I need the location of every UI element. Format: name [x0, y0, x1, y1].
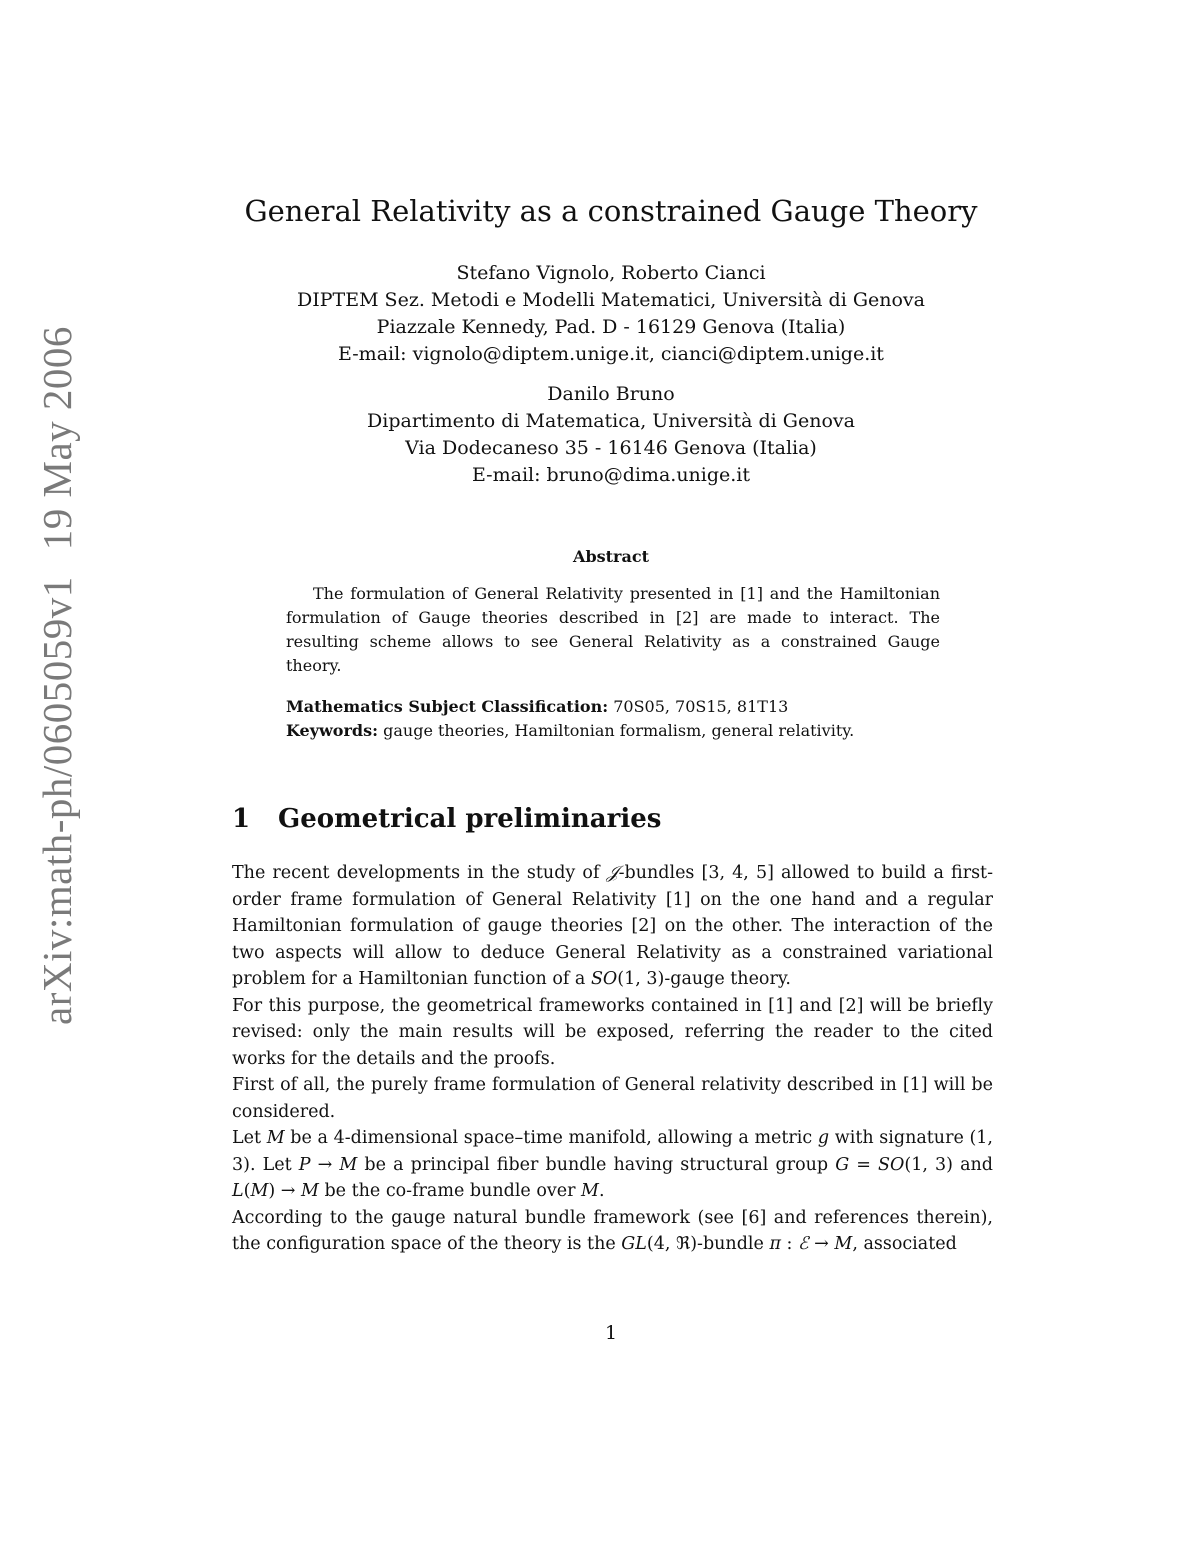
paragraph-4: Let M be a 4-dimensional space–time manifold, allowing a metric g with signature (1, 3). Let P → M be a principal fiber bundle having structural group G = SO(1, 3) and L(M) → M be the co-frame bundle over M. [232, 1128, 993, 1201]
keywords-label: Keywords: [286, 721, 379, 740]
classification-value: 70S05, 70S15, 81T13 [613, 697, 789, 716]
keywords-value: gauge theories, Hamiltonian formalism, general relativity. [383, 721, 855, 740]
author-address: Piazzale Kennedy, Pad. D - 16129 Genova (Italia) [376, 316, 846, 338]
author-affiliation: DIPTEM Sez. Metodi e Modelli Matematici, Università di Genova [297, 289, 925, 311]
classification-label: Mathematics Subject Classification: [286, 697, 609, 716]
author-affiliation: Dipartimento di Matematica, Università di Genova [367, 410, 855, 432]
section-title: Geometrical preliminaries [278, 804, 662, 834]
paragraph-2: For this purpose, the geometrical frameworks contained in [1] and [2] will be briefly revised: only the main results will be exposed, referring the reader to the cited works for the details and the proofs. [232, 995, 993, 1069]
paper-title: General Relativity as a constrained Gauge Theory [244, 194, 978, 228]
subject-classification [286, 695, 966, 719]
author-email: E-mail: vignolo@diptem.unige.it, cianci@diptem.unige.it [338, 343, 884, 365]
paragraph-5: According to the gauge natural bundle framework (see [6] and references therein), the configuration space of the theory is the GL(4, ℜ)-bundle π : ℰ → M, associated [232, 1207, 993, 1254]
section-body [232, 860, 993, 1258]
paragraph-3: First of all, the purely frame formulation of General relativity described in [1] will be considered. [232, 1075, 993, 1122]
abstract-text: The formulation of General Relativity presented in [1] and the Hamiltonian formulation of Gauge theories described in [2] are made to interact. The resulting scheme allows to see General Relativity as a constrained Gauge theory. [286, 584, 940, 675]
section-heading [232, 804, 661, 834]
abstract-heading: Abstract [573, 547, 649, 566]
page-number: 1 [604, 1322, 618, 1344]
author-names: Danilo Bruno [547, 383, 675, 405]
paragraph-1: The recent developments in the study of 𝒥-bundles [3, 4, 5] allowed to build a first-order frame formulation of General Relativity [1] on the one hand and a regular Hamiltonian formulation of gauge theories [2] on the other. The interaction of the two aspects will allow to deduce General Relativity as a constrained variational problem for a Hamiltonian function of a SO(1, 3)-gauge theory. [232, 863, 993, 989]
arxiv-date: 19 May 2006 [34, 326, 80, 551]
author-names: Stefano Vignolo, Roberto Cianci [456, 262, 766, 284]
section-number: 1 [232, 804, 251, 834]
arxiv-id: arXiv:math-ph/0605059v1 [34, 576, 80, 1025]
author-block-1 [0, 260, 1200, 368]
author-block-2 [0, 381, 1200, 489]
author-address: Via Dodecaneso 35 - 16146 Genova (Italia) [405, 437, 817, 459]
keywords [286, 719, 966, 743]
author-email: E-mail: bruno@dima.unige.it [471, 464, 751, 486]
